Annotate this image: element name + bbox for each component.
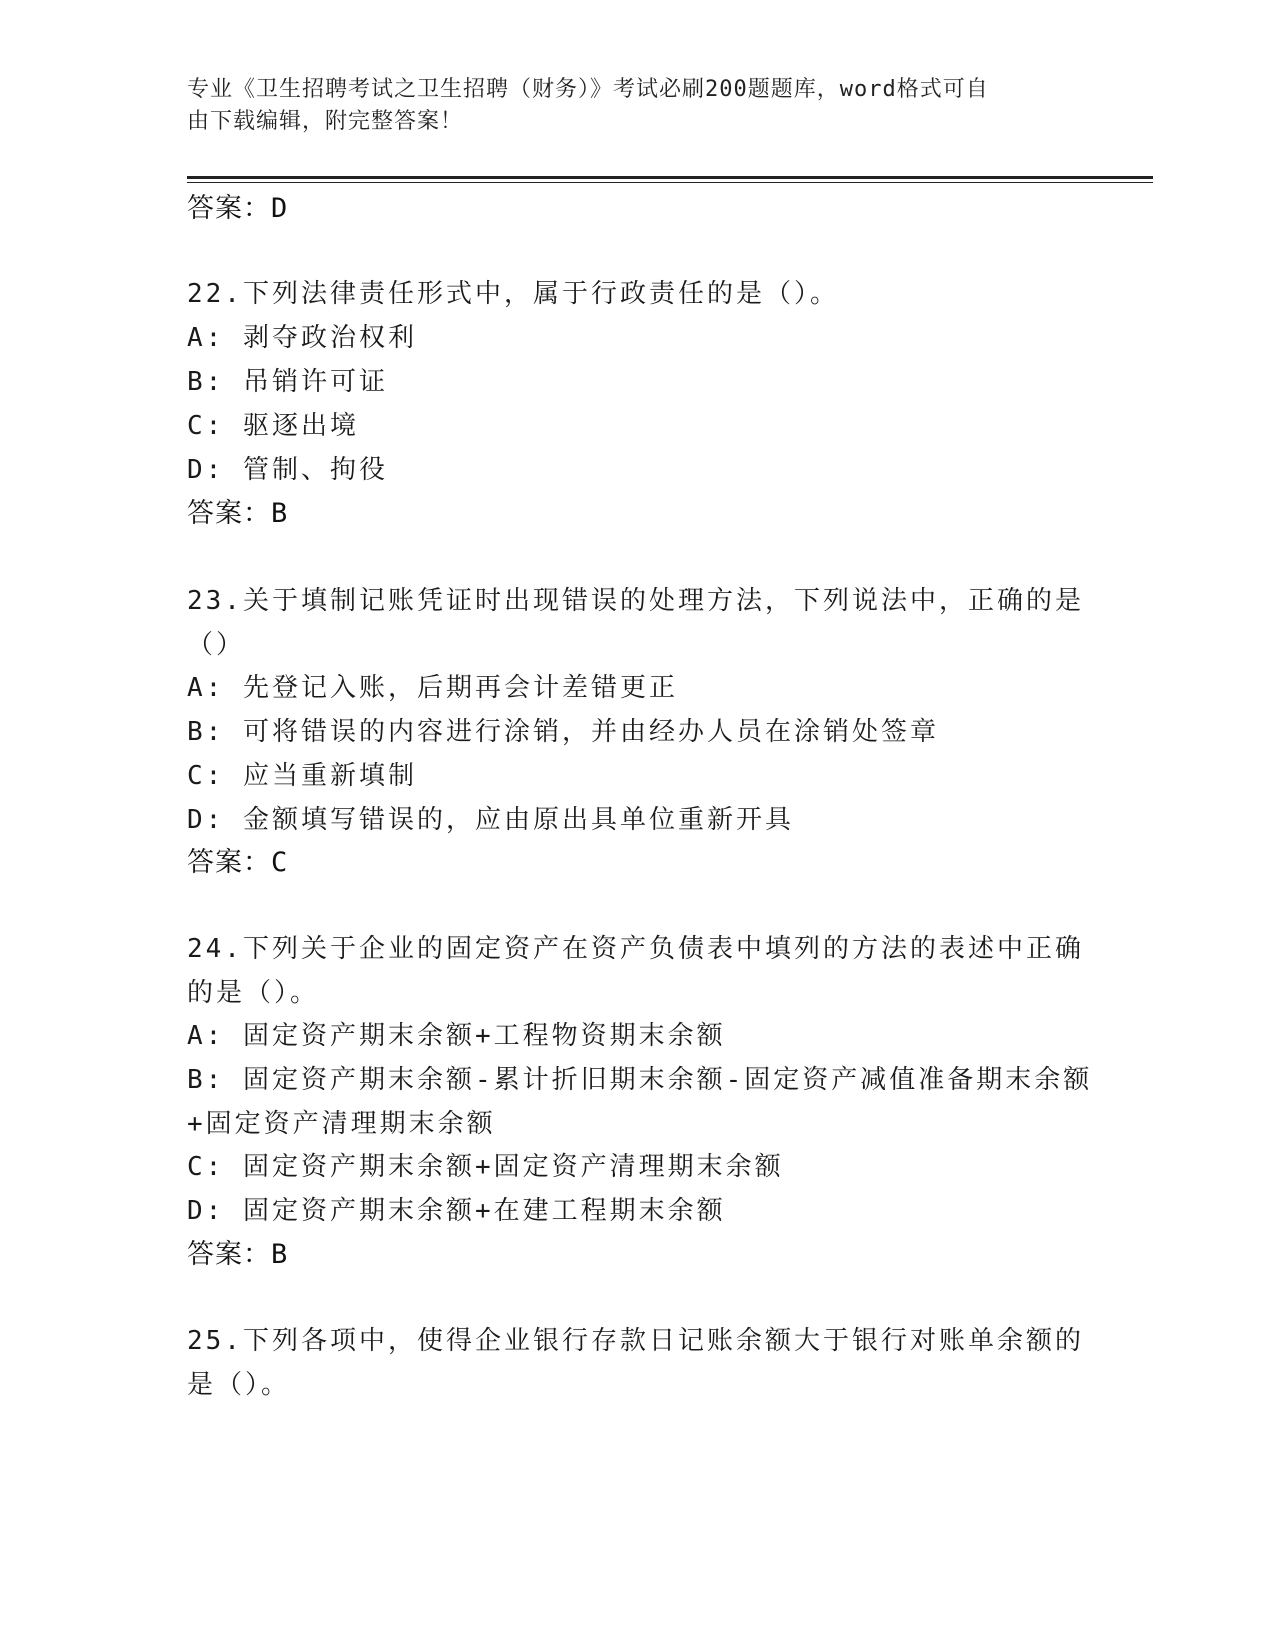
answer-label: 答案： bbox=[187, 193, 271, 224]
question-text: 下列各项中，使得企业银行存款日记账余额大于银行对账单余额的 bbox=[242, 1326, 1084, 1356]
option-a: A: 固定资产期末余额+工程物资期末余额 bbox=[187, 1021, 726, 1051]
answer-line bbox=[187, 186, 288, 225]
question-24-continued: 的是（）。 bbox=[187, 978, 320, 1008]
question-25 bbox=[187, 1320, 1084, 1357]
option-b: B: 可将错误的内容进行涂销，并由经办人员在涂销处签章 bbox=[187, 717, 939, 747]
option-b: B: 固定资产期末余额-累计折旧期末余额-固定资产减值准备期末余额 bbox=[187, 1065, 1093, 1095]
option-b: B: 吊销许可证 bbox=[187, 367, 388, 397]
question-number: 22. bbox=[187, 279, 243, 309]
question-23-continued: （） bbox=[187, 630, 246, 660]
answer-line bbox=[187, 1232, 288, 1271]
answer-value: D bbox=[271, 193, 289, 224]
answer-label: 答案： bbox=[187, 1239, 271, 1270]
option-c: C: 驱逐出境 bbox=[187, 411, 359, 441]
question-25-continued: 是（）。 bbox=[187, 1370, 291, 1400]
option-a: A: 剥夺政治权利 bbox=[187, 323, 417, 353]
header-line-1: 专业《卫生招聘考试之卫生招聘（财务）》考试必刷200题题库，word格式可自 bbox=[187, 77, 989, 102]
question-text: 关于填制记账凭证时出现错误的处理方法，下列说法中，正确的是 bbox=[242, 586, 1084, 616]
option-d: D: 固定资产期末余额+在建工程期末余额 bbox=[187, 1196, 726, 1226]
question-24 bbox=[187, 928, 1084, 965]
question-22 bbox=[187, 273, 1077, 310]
question-23 bbox=[187, 580, 1084, 617]
page-header bbox=[187, 74, 1067, 138]
header-rule-thin bbox=[187, 182, 1153, 183]
question-number: 24. bbox=[187, 934, 243, 964]
question-number: 25. bbox=[187, 1326, 243, 1356]
option-c: C: 应当重新填制 bbox=[187, 761, 417, 791]
answer-label: 答案： bbox=[187, 847, 271, 878]
answer-value: C bbox=[271, 847, 289, 878]
answer-label: 答案： bbox=[187, 498, 271, 529]
option-c: C: 固定资产期末余额+固定资产清理期末余额 bbox=[187, 1152, 784, 1182]
answer-value: B bbox=[271, 498, 289, 529]
option-d: D: 管制、拘役 bbox=[187, 455, 388, 485]
question-number: 23. bbox=[187, 586, 243, 616]
option-a: A: 先登记入账，后期再会计差错更正 bbox=[187, 673, 678, 703]
answer-value: B bbox=[271, 1239, 289, 1270]
answer-line bbox=[187, 840, 288, 879]
header-rule-thick bbox=[187, 176, 1153, 179]
header-line-2: 由下载编辑，附完整答案！ bbox=[187, 109, 464, 134]
question-text: 下列关于企业的固定资产在资产负债表中填列的方法的表述中正确 bbox=[242, 934, 1084, 964]
option-b-continued: +固定资产清理期末余额 bbox=[187, 1109, 496, 1139]
question-text: 下列法律责任形式中，属于行政责任的是（）。 bbox=[242, 279, 839, 309]
answer-line bbox=[187, 491, 288, 530]
option-d: D: 金额填写错误的，应由原出具单位重新开具 bbox=[187, 805, 794, 835]
